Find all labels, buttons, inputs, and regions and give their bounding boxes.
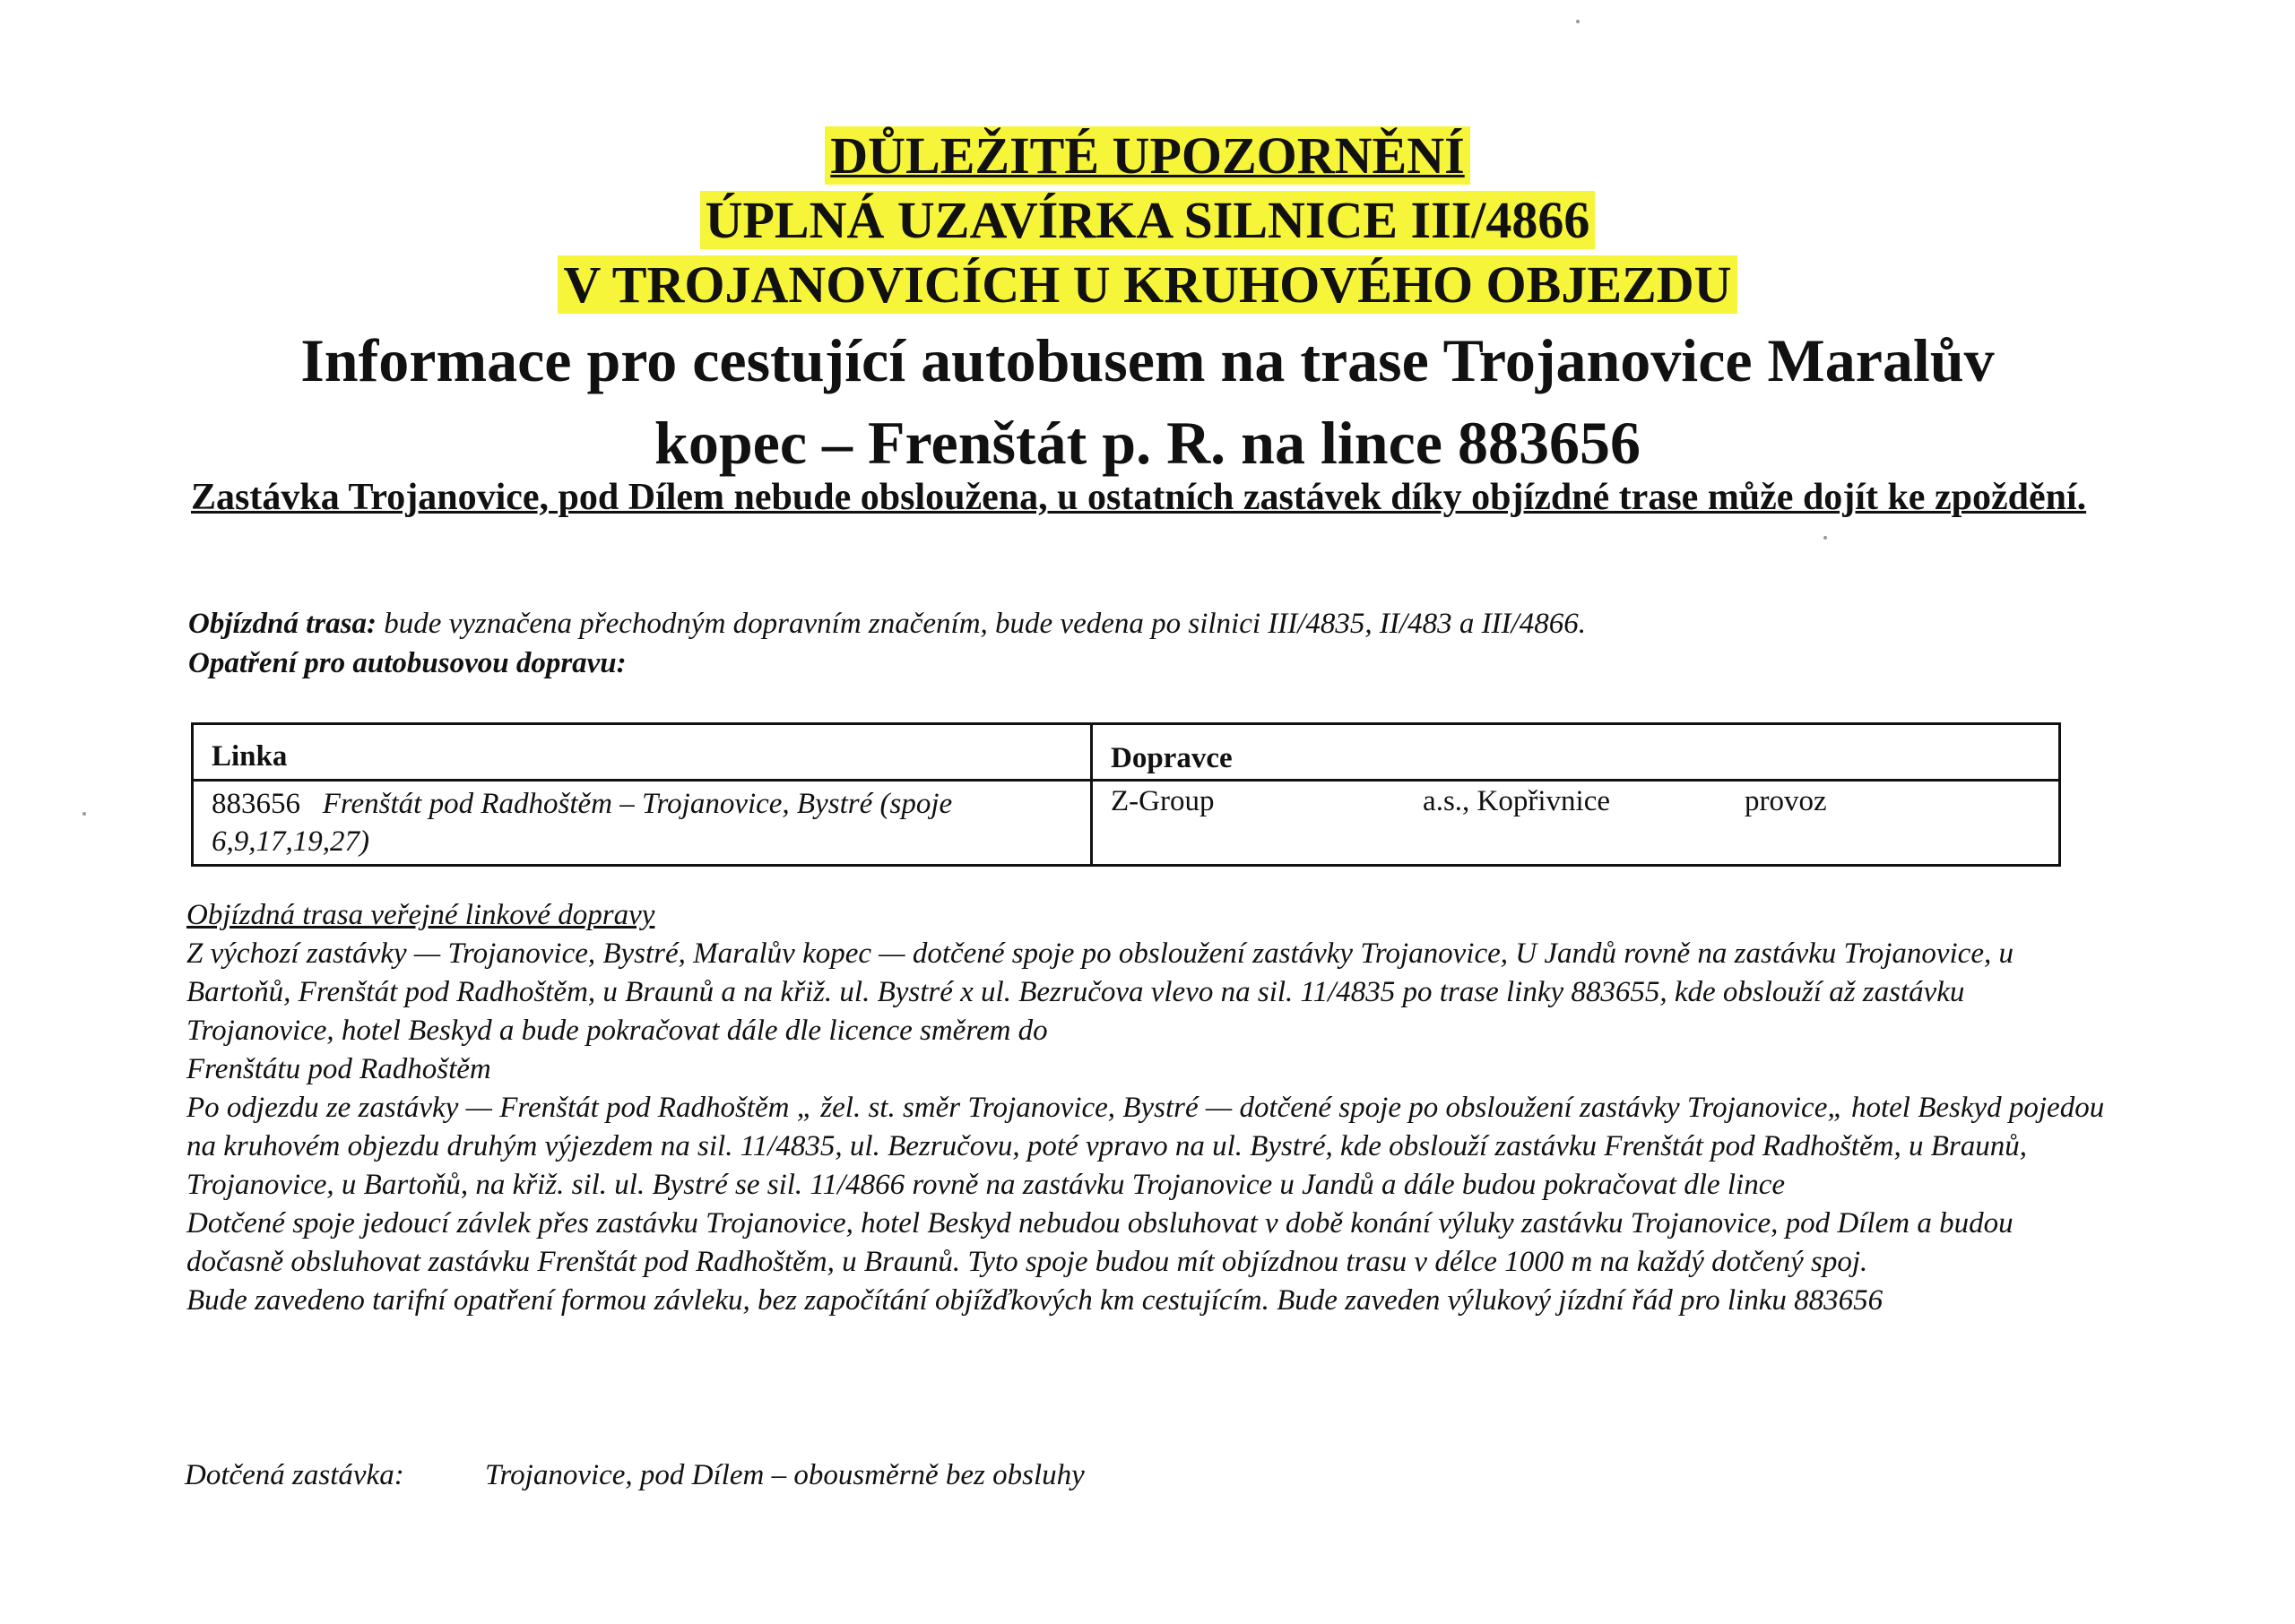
carrier-company: a.s., Kopřivnice: [1423, 785, 1610, 817]
affected-stop: [185, 1456, 1085, 1495]
table-row: [193, 781, 2060, 866]
detour-description: [186, 896, 2114, 1320]
cell-line: [193, 781, 1092, 866]
detour-label: Objízdná trasa: [188, 608, 367, 640]
affected-stop-label: Dotčená zastávka:: [185, 1459, 404, 1491]
cell-carrier: [1092, 781, 1728, 866]
cell-note: [1727, 781, 2060, 866]
carrier-wrap: [1111, 785, 1709, 818]
headline: [0, 124, 2295, 317]
scan-speck: [1576, 20, 1580, 23]
detour-line: [188, 604, 2161, 644]
title-line-2: kopec – Frenštát p. R. na lince 883656: [654, 409, 1641, 477]
carrier-note: provoz: [1745, 785, 1827, 817]
table-header-row: [193, 724, 2060, 781]
header-carrier: Dopravce: [1092, 724, 1728, 781]
carrier-name: Z-Group: [1111, 785, 1215, 817]
header-empty: [1727, 724, 2060, 781]
detour-info: [188, 604, 2161, 683]
headline-line-2: ÚPLNÁ UZAVÍRKA SILNICE III/4866: [0, 188, 2295, 253]
subtitle-notice: Zastávka Trojanovice, pod Dílem nebude obsloužena, u ostatních zastávek díky objízdné trase může dojít ke zpoždění.: [191, 477, 2087, 518]
headline-line-1: DŮLEŽITÉ UPOZORNĚNÍ: [0, 124, 2295, 188]
title-line-1: Informace pro cestující autobusem na trase Trojanovice Maralův: [300, 326, 1995, 394]
scan-speck: [1823, 536, 1827, 540]
line-route: Frenštát pod Radhoštěm – Trojanovice, Bystré (spoje 6,9,17,19,27): [212, 788, 953, 858]
body-paragraph-5: Bude zavedeno tarifní opatření formou závleku, bez započítání objížďkových km cestujícím. Bude zaveden výlukový jízdní řád pro linku 883656: [186, 1284, 1884, 1317]
line-number: 883656: [212, 788, 300, 820]
detour-colon: :: [366, 608, 377, 640]
line-table: [191, 722, 2061, 867]
body-paragraph-1: Z výchozí zastávky — Trojanovice, Bystré, Maralův kopec — dotčené spoje po obsloužení zastávky Trojanovice, U Jandů rovně na zastávku Trojanovice, u Bartoňů, Frenštát pod Radhoštěm, u Braunů a na křiž. ul. Bystré x ul. Bezručova vlevo na sil. 11/4835 po trase linky 883655, kde obslouží až zastávku Trojanovice, hotel Beskyd a bude pokračovat dále dle licence směrem do: [186, 937, 2014, 1047]
header-line: Linka: [193, 724, 1092, 781]
headline-line-3: V TROJANOVICÍCH U KRUHOVÉHO OBJEZDU: [0, 253, 2295, 317]
body-paragraph-2: Frenštátu pod Radhoštěm: [186, 1053, 491, 1085]
body-paragraph-4: Dotčené spoje jedoucí závlek přes zastávku Trojanovice, hotel Beskyd nebudou obsluhovat v době konání výluky zastávku Trojanovice, pod Dílem a budou dočasně obsluhovat zastávku Frenštát pod Radhoštěm, u Braunů. Tyto spoje budou mít objízdnou trasu v délce 1000 m na každý dotčený spoj.: [186, 1207, 2014, 1278]
body-heading: Objízdná trasa veřejné linkové dopravy: [186, 899, 655, 931]
measures-label: Opatření pro autobusovou dopravu:: [188, 647, 627, 679]
affected-stop-value: Trojanovice, pod Dílem – obousměrně bez obsluhy: [485, 1459, 1085, 1491]
scan-speck: [82, 812, 86, 816]
page-title: [134, 319, 2161, 484]
body-paragraph-3: Po odjezdu ze zastávky — Frenštát pod Radhoštěm „ žel. st. směr Trojanovice, Bystré — dotčené spoje po obsloužení zastávky Trojanovice„ hotel Beskyd pojedou na kruhovém objezdu druhým výjezdem na sil. 11/4835, ul. Bezručovu, poté vpravo na ul. Bystré, kde obslouží zastávku Frenštát pod Radhoštěm, u Braunů, Trojanovice, u Bartoňů, na křiž. sil. ul. Bystré se sil. 11/4866 rovně na zastávku Trojanovice u Jandů a dále budou pokračovat dle lince: [186, 1092, 2105, 1201]
detour-text: bude vyznačena přechodným dopravním značením, bude vedena po silnici III/4835, II/483 a III/4866.: [376, 608, 1586, 640]
